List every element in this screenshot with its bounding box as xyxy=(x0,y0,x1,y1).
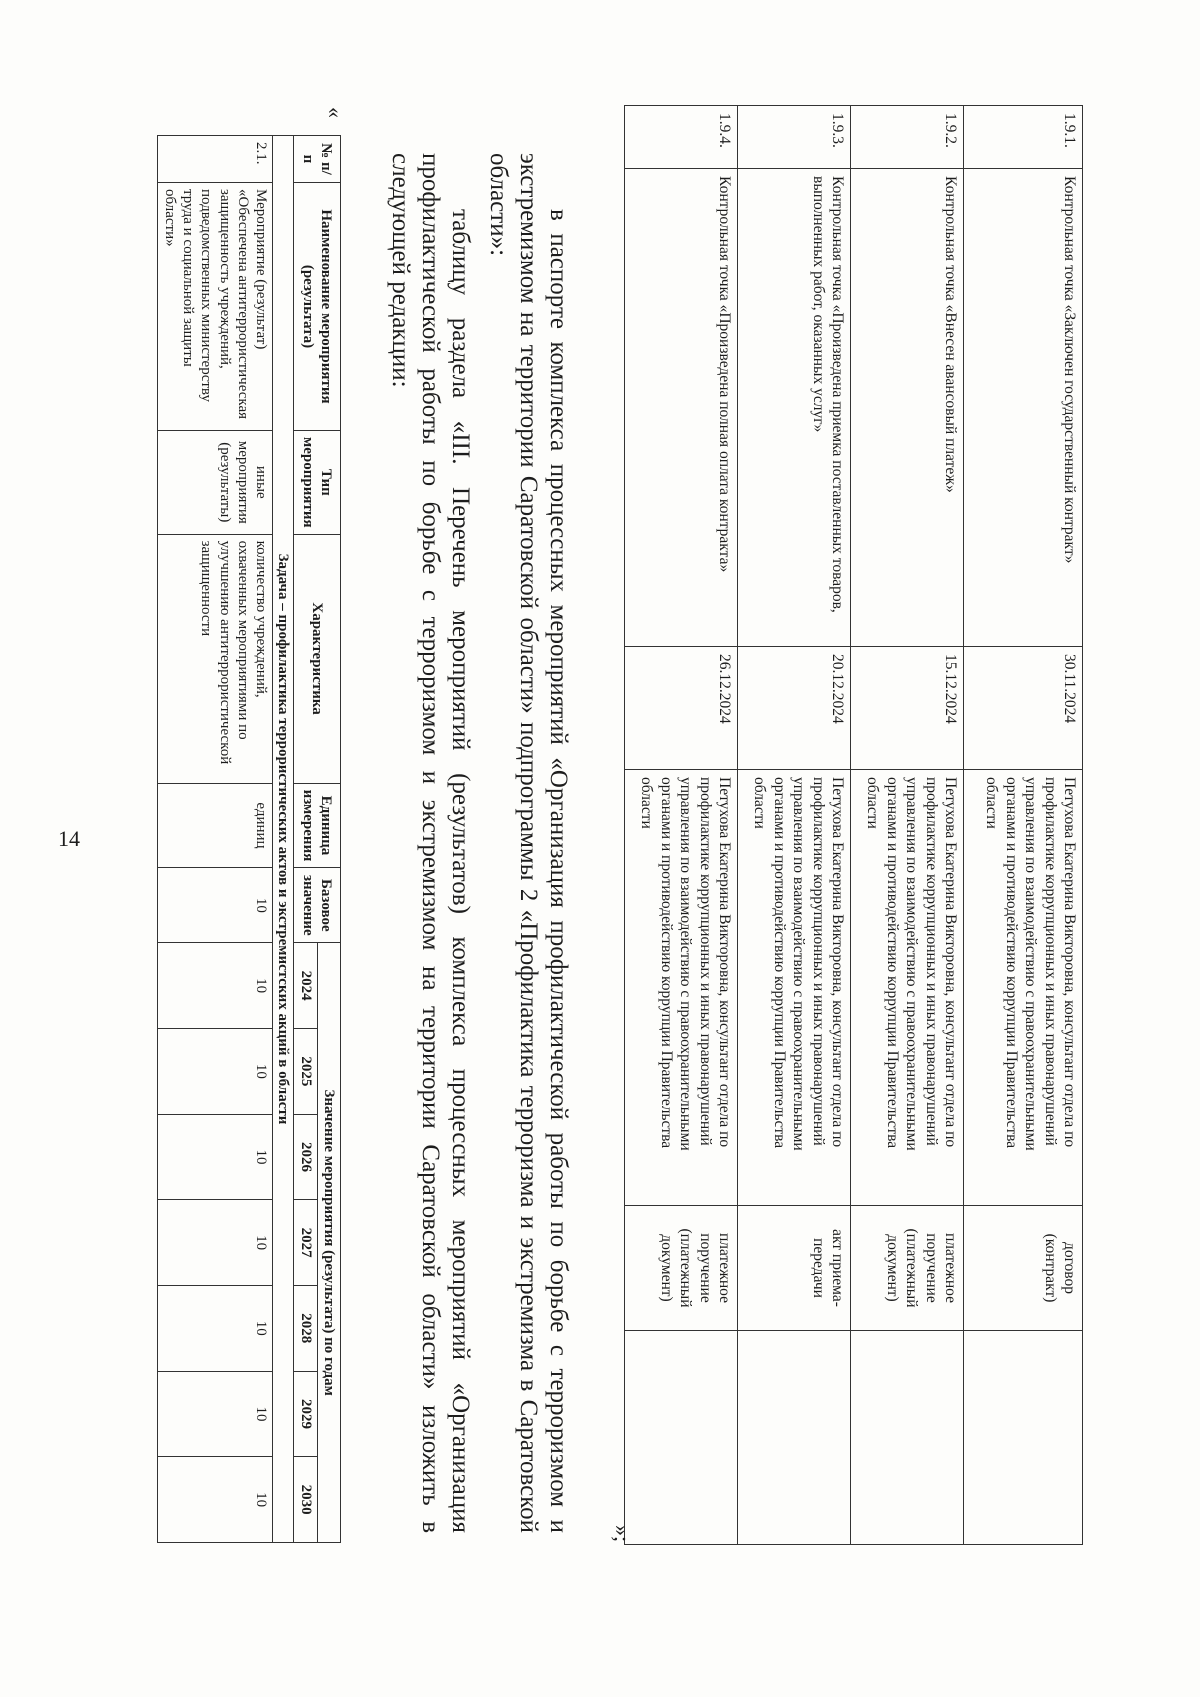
row-responsible: Петухова Екатерина Викторовна, консультант отдела по профилактике коррупционных и иных правонарушений управления по взаимодействию с правоохранительными органами и противодействию коррупции Правительства области xyxy=(851,770,964,1206)
row-base: 10 xyxy=(158,868,273,943)
header-year: 2024 xyxy=(294,943,317,1029)
table-row xyxy=(738,106,851,1545)
table-row xyxy=(625,106,738,1545)
row-name: Мероприятие (результат) «Обеспечена антитеррористическая защищенность учреждений, подведомственных министерству труда и социальной защиты области» xyxy=(158,183,273,431)
header-unit: Единица измерения xyxy=(294,783,341,868)
header-year: 2025 xyxy=(294,1028,317,1114)
row-responsible: Петухова Екатерина Викторовна, консультант отдела по профилактике коррупционных и иных правонарушений управления по взаимодействию с правоохранительными органами и противодействию коррупции Правительства области xyxy=(625,770,738,1206)
row-name: Контрольная точка «Произведена полная оплата контракта» xyxy=(625,169,738,647)
table-row xyxy=(964,106,1083,1545)
row-unit: единиц xyxy=(158,783,273,868)
row-date: 15.12.2024 xyxy=(851,647,964,770)
paragraph-passport xyxy=(483,153,573,1533)
paragraph-text: таблицу раздела «III. Перечень мероприятий (результатов) комплекса процессных мероприятий «Организация профилактической работы по борьбе с терроризмом и экстремизмом на территории Саратовской области» изложить в следующей редакции: xyxy=(387,153,474,1533)
row-document: договор (контракт) xyxy=(964,1206,1083,1331)
row-value: 10 xyxy=(158,1371,273,1457)
row-empty-cell xyxy=(625,1331,738,1545)
header-characteristic: Характеристика xyxy=(294,534,341,783)
row-date: 26.12.2024 xyxy=(625,647,738,770)
header-type: Тип мероприятия xyxy=(294,431,341,535)
row-value: 10 xyxy=(158,1028,273,1114)
table-row xyxy=(158,136,273,1543)
header-values-group: Значение мероприятия (результата) по годам xyxy=(317,943,340,1543)
row-empty-cell xyxy=(964,1331,1083,1545)
row-number: 1.9.4. xyxy=(625,106,738,169)
task-row xyxy=(273,136,294,1543)
row-characteristic: количество учреждений, охваченных мероприятиями по улучшению антитеррористической защищенности xyxy=(158,534,273,783)
row-empty-cell xyxy=(851,1331,964,1545)
row-number: 1.9.1. xyxy=(964,106,1083,169)
row-value: 10 xyxy=(158,1200,273,1286)
task-text: Задача – профилактика террористических актов и экстремистских акций в области xyxy=(273,136,294,1543)
row-number: 1.9.3. xyxy=(738,106,851,169)
header-year: 2027 xyxy=(294,1200,317,1286)
row-number: 1.9.2. xyxy=(851,106,964,169)
opening-quote: « xyxy=(323,107,348,118)
header-row xyxy=(317,136,340,1543)
row-number: 2.1. xyxy=(158,136,273,183)
header-base: Базовое значение xyxy=(294,868,341,943)
page-number: 14 xyxy=(58,826,80,851)
row-document: акт приема-передачи xyxy=(738,1206,851,1331)
row-document: платежное поручение (платежный документ) xyxy=(851,1206,964,1331)
row-value: 10 xyxy=(158,1457,273,1543)
measures-table xyxy=(157,135,341,1543)
header-name: Наименование мероприятия (результата) xyxy=(294,183,341,431)
header-year: 2028 xyxy=(294,1285,317,1371)
header-year: 2030 xyxy=(294,1457,317,1543)
row-value: 10 xyxy=(158,943,273,1029)
row-value: 10 xyxy=(158,1114,273,1200)
control-points-table xyxy=(624,105,1083,1545)
row-responsible: Петухова Екатерина Викторовна, консультант отдела по профилактике коррупционных и иных правонарушений управления по взаимодействию с правоохранительными органами и противодействию коррупции Правительства области xyxy=(964,770,1083,1206)
table-row xyxy=(851,106,964,1545)
rotated-content xyxy=(93,105,1083,1545)
header-year: 2026 xyxy=(294,1114,317,1200)
row-value: 10 xyxy=(158,1285,273,1371)
row-date: 20.12.2024 xyxy=(738,647,851,770)
row-type: иные мероприятия (результаты) xyxy=(158,431,273,535)
row-empty-cell xyxy=(738,1331,851,1545)
header-num: № п/п xyxy=(294,136,341,183)
row-name: Контрольная точка «Внесен авансовый платеж» xyxy=(851,169,964,647)
paragraph-table-edit xyxy=(385,153,475,1533)
closing-quote: »; xyxy=(610,1525,635,1543)
row-responsible: Петухова Екатерина Викторовна, консультант отдела по профилактике коррупционных и иных правонарушений управления по взаимодействию с правоохранительными органами и противодействию коррупции Правительства области xyxy=(738,770,851,1206)
header-year: 2029 xyxy=(294,1371,317,1457)
row-name: Контрольная точка «Произведена приемка поставленных товаров, выполненных работ, оказанных услуг» xyxy=(738,169,851,647)
row-date: 30.11.2024 xyxy=(964,647,1083,770)
row-document: платежное поручение (платежный документ) xyxy=(625,1206,738,1331)
row-name: Контрольная точка «Заключен государственный контракт» xyxy=(964,169,1083,647)
paragraph-text: в паспорте комплекса процессных мероприятий «Организация профилактической работы по борьбе с терроризмом и экстремизмом на территории Саратовской области» подпрограммы 2 «Профилактика терроризма и экстремизма в Саратовской области»: xyxy=(485,153,572,1533)
